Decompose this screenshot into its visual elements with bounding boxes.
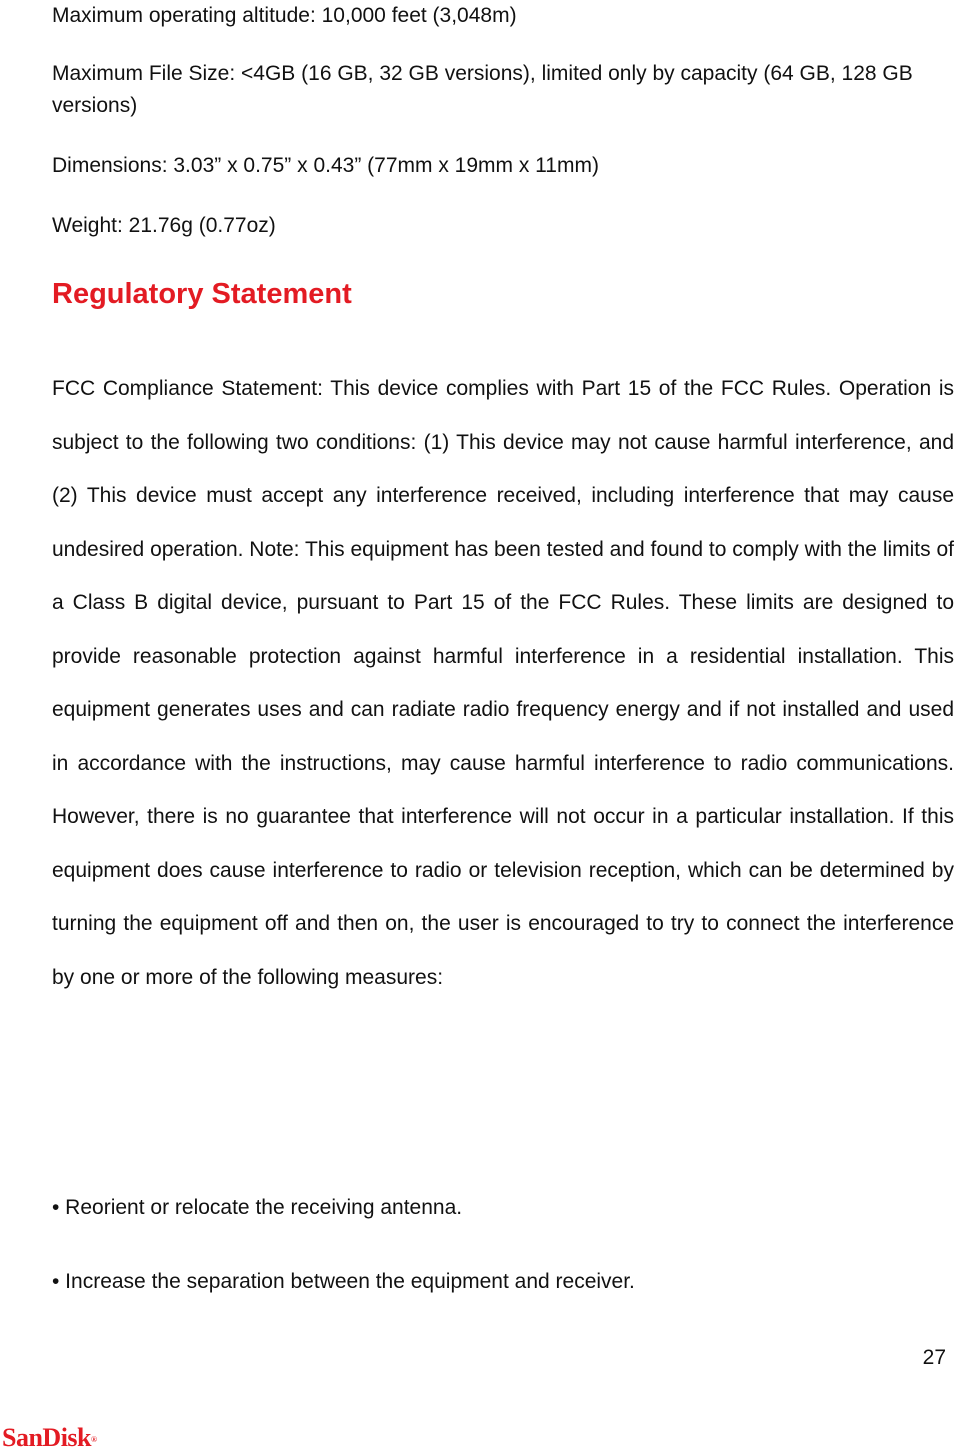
bullet-separation: • Increase the separation between the equipment and receiver.	[52, 1270, 635, 1293]
logo-wordmark: SanDisk	[2, 1423, 91, 1452]
page-number: 27	[922, 1346, 946, 1369]
spec-altitude: Maximum operating altitude: 10,000 feet (3,048m)	[52, 4, 517, 27]
spec-weight: Weight: 21.76g (0.77oz)	[52, 214, 276, 237]
fcc-compliance-paragraph: FCC Compliance Statement: This device complies with Part 15 of the FCC Rules. Operation is subject to the following two conditions: (1) This device may not cause harmful interference, and (2) This device must accept any interference received, including interference that may cause undesired operation. Note: This equipment has been tested and found to comply with the limits of a Class B digital device, pursuant to Part 15 of the FCC Rules. These limits are designed to provide reasonable protection against harmful interference in a residential installation. This equipment generates uses and can radiate radio frequency energy and if not installed and used in accordance with the instructions, may cause harmful interference to radio communications. However, there is no guarantee that interference will not occur in a particular installation. If this equipment does cause interference to radio or television reception, which can be determined by turning the equipment off and then on, the user is encouraged to try to connect the interference by one or more of the following measures:	[52, 377, 954, 989]
bullet-reorient: • Reorient or relocate the receiving antenna.	[52, 1196, 463, 1219]
spec-dimensions: Dimensions: 3.03” x 0.75” x 0.43” (77mm x 19mm x 11mm)	[52, 154, 599, 177]
sandisk-logo	[2, 1424, 96, 1452]
registered-mark: ®	[91, 1435, 97, 1444]
regulatory-heading: Regulatory Statement	[52, 278, 352, 310]
spec-file-size: Maximum File Size: <4GB (16 GB, 32 GB versions), limited only by capacity (64 GB, 128 GB versions)	[52, 62, 913, 117]
